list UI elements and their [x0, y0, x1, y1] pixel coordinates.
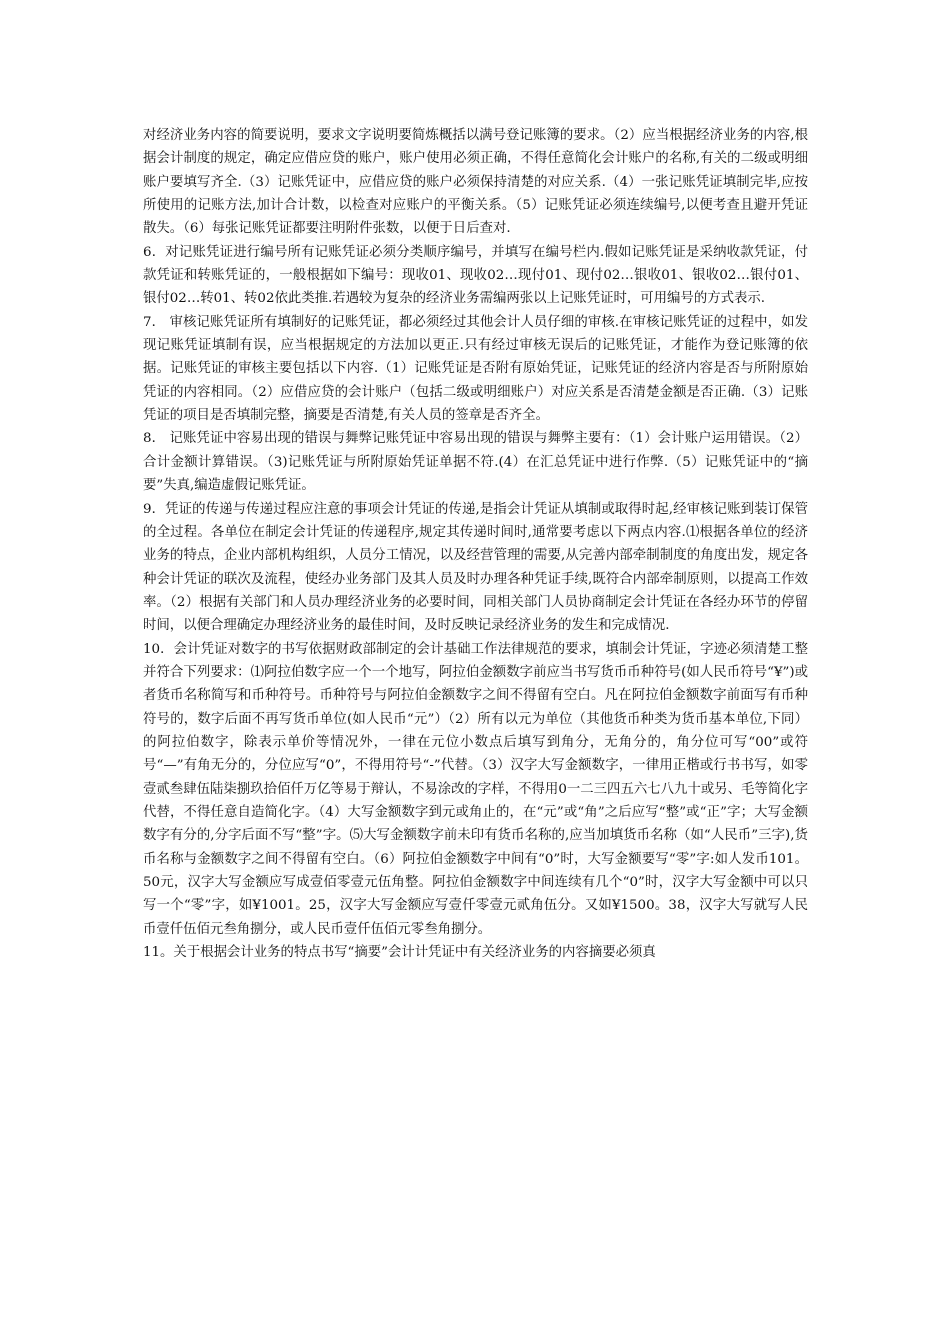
- paragraph-intro: 对经济业务内容的简要说明，要求文字说明要简炼概括以满号登记账簿的要求。（2）应当根据经济业务的内容,根据会计制度的规定，确定应借应贷的账户，账户使用必须正确，不得任意简化会计账户的名称,有关的二级或明细账户要填写齐全.（3）记账凭证中，应借应贷的账户必须保持清楚的对应关系.（4）一张记账凭证填制完毕,应按所使用的记账方法,加计合计数，以检查对应账户的平衡关系。（5）记账凭证必须连续编号,以便考查且避开凭证散失。（6）每张记账凭证都要注明附件张数，以便于日后查对.: [143, 128, 808, 237]
- paragraph-8: 8． 记账凭证中容易出现的错误与舞弊记账凭证中容易出现的错误与舞弊主要有：（1）会计账户运用错误。（2）合计金额计算错误。（3)记账凭证与所附原始凭证单据不符.(4）在汇总凭证中进行作弊.（5）记账凭证中的“摘要”失真,编造虚假记账凭证。: [143, 431, 808, 494]
- paragraph-7: 7． 审核记账凭证所有填制好的记账凭证，都必须经过其他会计人员仔细的审核.在审核记账凭证的过程中，如发现记账凭证填制有误，应当根据规定的方法加以更正.只有经过审核无误后的记账凭证，才能作为登记账簿的依据。记账凭证的审核主要包括以下内容.（1）记账凭证是否附有原始凭证，记账凭证的经济内容是否与所附原始凭证的内容相同。（2）应借应贷的会计账户（包括二级或明细账户）对应关系是否清楚金额是否正确.（3）记账凭证的项目是否填制完整，摘要是否清楚,有关人员的签章是否齐全。: [143, 314, 808, 424]
- paragraph-11: 11。关于根据会计业务的特点书写“摘要”会计计凭证中有关经济业务的内容摘要必须真: [143, 945, 656, 961]
- paragraph-10: 10．会计凭证对数字的书写依据财政部制定的会计基础工作法律规范的要求，填制会计凭证，字迹必须清楚工整并符合下列要求：⑴阿拉伯数字应一个一个地写，阿拉伯金额数字前应当书写货币币种符号(如人民币符号“¥”)或者货币名称简写和币种符号。币种符号与阿拉伯金额数字之间不得留有空白。凡在阿拉伯金额数字前面写有币种符号的，数字后面不再写货币单位(如人民币“元”）（2）所有以元为单位（其他货币种类为货币基本单位,下同）的阿拉伯数字，除表示单价等情况外，一律在元位小数点后填写到角分，无角分的，角分位可写“00”或符号“—”有角无分的，分位应写“0”，不得用符号“-”代替。（3）汉字大写金额数字，一律用正楷或行书书写，如零壹贰叁肆伍陆柒捌玖拾佰仟万亿等易于辩认，不易涂改的字样，不得用0一二三四五六七八九十或另、毛等简化字代替，不得任意自造简化字。（4）大写金额数字到元或角止的，在“元”或“角”之后应写“整”或“正”字；大写金额数字有分的,分字后面不写“整”字。⑸大写金额数字前未印有货币名称的,应当加填货币名称（如“人民币”三字),货币名称与金额数字之间不得留有空白。（6）阿拉伯金额数字中间有“0”时，大写金额要写“零”字:如人发币101。50元，汉字大写金额应写成壹佰零壹元伍角整。阿拉伯金额数字中间连续有几个“0”时，汉字大写金额中可以只写一个“零”字，如¥1001。25，汉字大写金额应写壹仟零壹元贰角伍分。又如¥1500。38，汉字大写就写人民币壹仟伍佰元叁角捌分，或人民币壹仟伍佰元零叁角捌分。: [143, 641, 808, 937]
- document-body: [143, 124, 808, 964]
- paragraph-6: 6．对记账凭证进行编号所有记账凭证必须分类顺序编号，并填写在编号栏内.假如记账凭证是采纳收款凭证，付款凭证和转账凭证的，一般根据如下编号：现收01、现收02…现付01、现付02…银收01、银收02…银付01、银付02…转01、转02依此类推.若遇较为复杂的经济业务需编两张以上记账凭证时，可用编号的方式表示.: [143, 244, 808, 307]
- paragraph-9: 9．凭证的传递与传递过程应注意的事项会计凭证的传递,是指会计凭证从填制或取得时起,经审核记账到装订保管的全过程。各单位在制定会计凭证的传递程序,规定其传递时间时,通常要考虑以下两点内容.⑴根据各单位的经济业务的特点，企业内部机构组织，人员分工情况，以及经营管理的需要,从完善内部牵制制度的角度出发，规定各种会计凭证的联次及流程，使经办业务部门及其人员及时办理各种凭证手续,既符合内部牵制原则，以提高工作效率。（2）根据有关部门和人员办理经济业务的必要时间，同相关部门人员协商制定会计凭证在各经办环节的停留时间，以便合理确定办理经济业务的最佳时间，及时反映记录经济业务的发生和完成情况.: [143, 501, 808, 634]
